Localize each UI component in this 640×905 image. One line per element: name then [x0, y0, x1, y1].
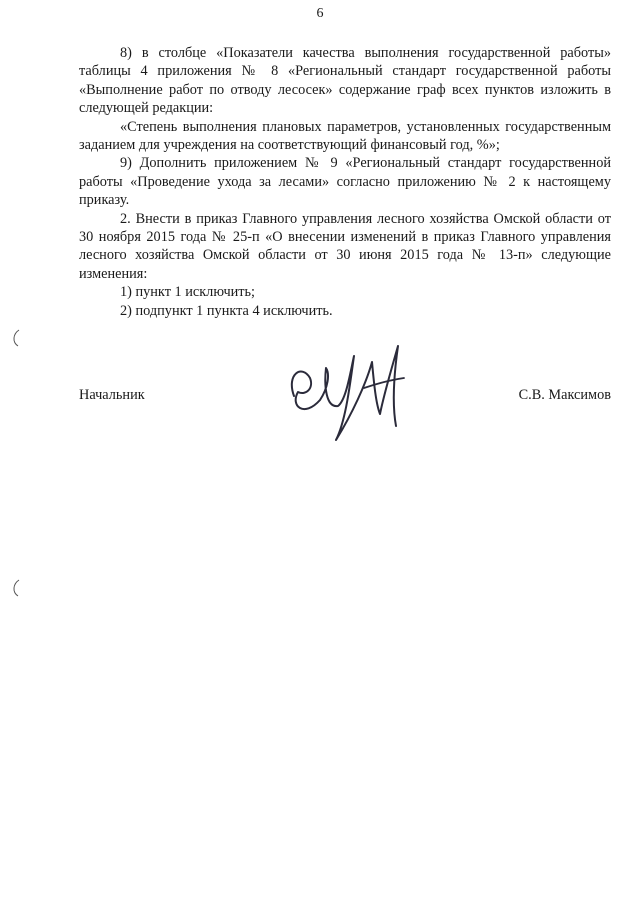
signature-block — [79, 386, 611, 406]
signer-title: Начальник — [79, 387, 145, 403]
paragraph-subitem-2: 2) подпункт 1 пункта 4 исключить. — [120, 302, 333, 319]
signer-name: С.В. Максимов — [518, 387, 611, 403]
page-number: 6 — [316, 6, 324, 21]
paragraph-item-8: 8) в столбце «Показатели качества выполнения государственной работы» таблицы 4 приложения № 8 «Региональный стандарт государственной работы «Выполнение работ по отводу лесосек» содержание граф всех пунктов изложить в следующей редакции: — [79, 45, 611, 117]
paragraph-item-9: 9) Дополнить приложением № 9 «Региональный стандарт государственной работы «Проведение ухода за лесами» согласно приложению № 2 к настоящему приказу. — [79, 155, 611, 209]
document-body — [79, 44, 611, 320]
paragraph-quoted-text: «Степень выполнения плановых параметров, установленных государственным заданием для учреждения на соответствующий финансовый год, %»; — [79, 118, 611, 154]
paragraph-section-2: 2. Внести в приказ Главного управления лесного хозяйства Омской области от 30 ноября 2015 года № 25-п «О внесении изменений в приказ Главного управления лесного хозяйства Омской области от 30 июня 2015 года № 13-п» следующие изменения: — [79, 210, 611, 282]
paragraph-subitem-1: 1) пункт 1 исключить; — [120, 284, 256, 301]
margin-bracket-mark — [10, 328, 22, 348]
margin-bracket-mark — [10, 578, 22, 598]
